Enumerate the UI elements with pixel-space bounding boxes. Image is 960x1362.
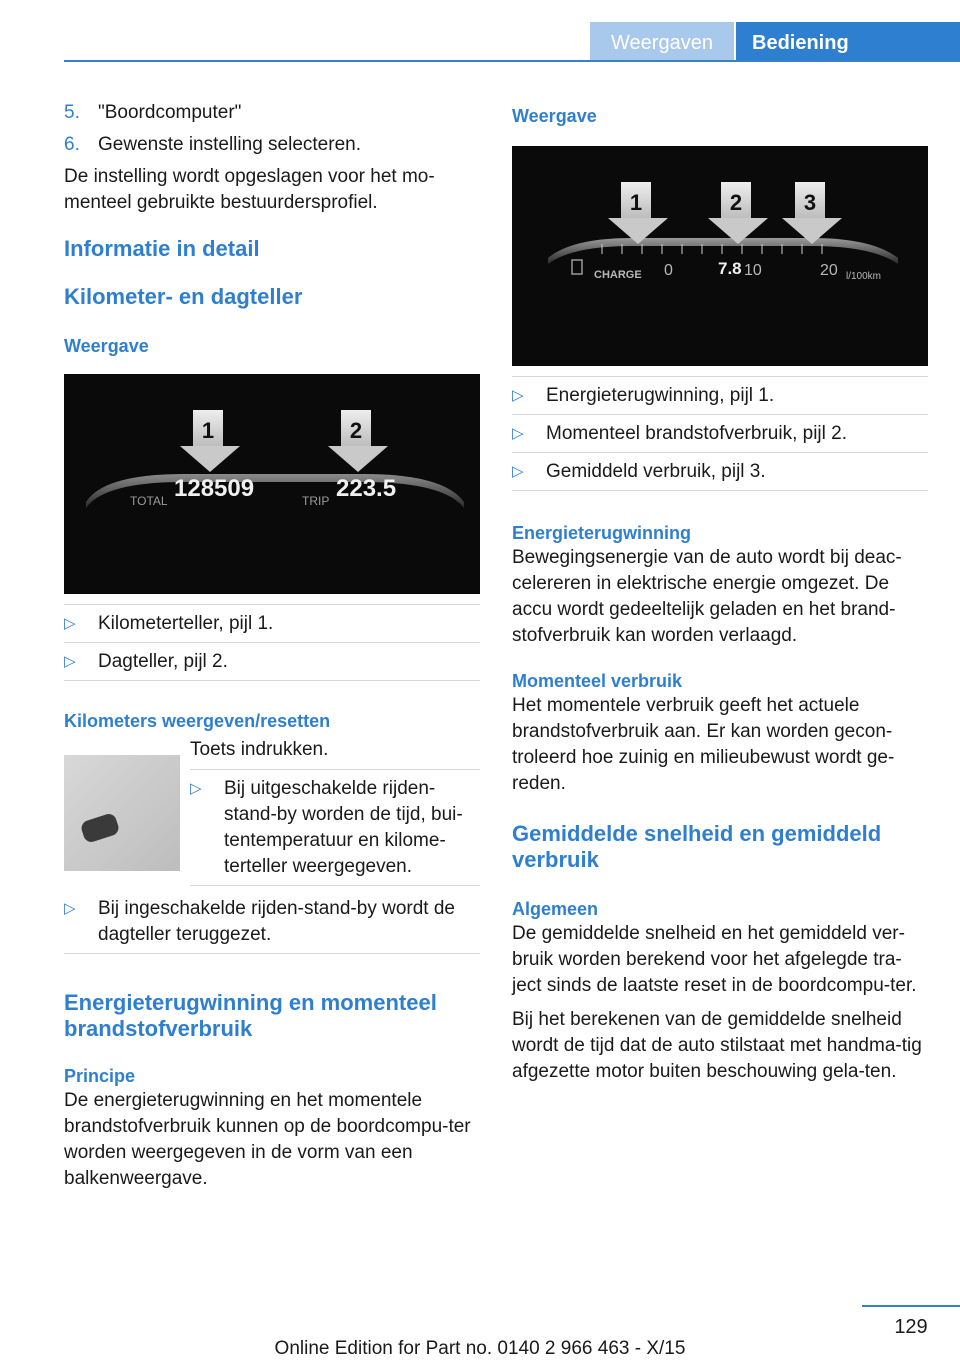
current-value: 7.8 (718, 259, 742, 278)
algemeen-text-1: De gemiddelde snelheid en het gemiddeld ver-bruik worden berekend voor het afgelegde tra-ject sinds de laatste reset in de boordcompu-ter. (512, 923, 917, 996)
unit-label: l/100km (846, 271, 882, 282)
triangle-bullet-icon: ▷ (512, 463, 524, 480)
average-title: Gemiddelde snelheid en gemiddeld verbruik (512, 821, 882, 872)
energie-text: Bewegingsenergie van de auto wordt bij deac-celereren in elektrische energie omgezet. De accu wordt gedeeltelijk geladen en het brand-stofverbruik kan worden verlaagd. (512, 547, 902, 646)
weergave-heading-right: Weergave (512, 106, 597, 126)
header-tab-weergaven[interactable]: Weergaven (590, 22, 734, 60)
principe-text: De energieterugwinning en het momentele brandstofverbruik kunnen op de boordcompu-ter worden weergegeven in de vorm van een balkenweergave. (64, 1090, 471, 1189)
arrow-1-label: 1 (629, 190, 643, 215)
header-tab-bediening[interactable]: Bediening (736, 22, 960, 60)
total-value: 128509 (174, 475, 255, 502)
principe-heading: Principe (64, 1066, 136, 1086)
step-text: Gewenste instelling selecteren. (98, 134, 361, 155)
section-title: Informatie in detail (64, 236, 260, 261)
arrow-3 (782, 182, 838, 244)
right-column (512, 100, 928, 1085)
energie-heading: Energieterugwinning (512, 523, 692, 543)
step-item (64, 100, 480, 126)
algemeen-heading: Algemeen (512, 899, 599, 919)
moment-text: Het momentele verbruik geeft het actuele brandstofverbruik aan. Er kan worden gecon-troleerd hoe zuinig en milieubewust wordt ge-reden. (512, 695, 895, 794)
footer-rule (862, 1305, 960, 1307)
page-number: 129 (894, 1316, 928, 1338)
list-item: ▷ Dagteller, pijl 2. (64, 643, 480, 681)
tick-10: 10 (744, 262, 762, 279)
triangle-bullet-icon: ▷ (64, 900, 76, 917)
step-number: 5. (64, 102, 80, 123)
arrow-1-label: 1 (201, 418, 215, 443)
km-sub-list (190, 769, 480, 886)
fuel-pump-icon (572, 260, 582, 274)
list-item: ▷ Energieterugwinning, pijl 1. (512, 376, 928, 415)
step-number: 6. (64, 134, 80, 155)
stalk-button (79, 812, 120, 844)
tick-0: 0 (664, 262, 673, 279)
arrow-2 (708, 182, 764, 244)
arrow-2 (328, 410, 384, 472)
odometer-bullet-list (64, 604, 480, 681)
arrow-1 (608, 182, 664, 244)
list-item: ▷ Momenteel brandstofverbruik, pijl 2. (512, 415, 928, 453)
step-text: "Boordcomputer" (98, 102, 242, 123)
triangle-bullet-icon: ▷ (512, 387, 524, 404)
arrow-3-label: 3 (803, 190, 817, 215)
km-reset-text (190, 737, 480, 886)
arrow-2-label: 2 (729, 190, 743, 215)
list-item: ▷ Bij ingeschakelde rijden-stand-by wordt de dagteller teruggezet. (64, 890, 480, 954)
press-instruction: Toets indrukken. (190, 739, 329, 760)
edition-footer: Online Edition for Part no. 0140 2 966 463 - X/15 (274, 1338, 686, 1359)
km-list (64, 890, 480, 954)
algemeen-text-2: Bij het berekenen van de gemiddelde snelheid wordt de tijd dat de auto stilstaat met handma-tig afgezette motor buiten beschouwing gela-ten. (512, 1009, 922, 1082)
trip-label: TRIP (302, 494, 330, 508)
stalk-button-image (64, 755, 180, 871)
header-rule (64, 60, 960, 62)
tick-20: 20 (820, 262, 838, 279)
triangle-bullet-icon: ▷ (64, 615, 76, 632)
km-reset-block (64, 737, 480, 886)
arrow-2-label: 2 (349, 418, 363, 443)
triangle-bullet-icon: ▷ (64, 653, 76, 670)
km-reset-heading: Kilometers weergeven/resetten (64, 711, 331, 731)
moment-heading: Momenteel verbruik (512, 671, 683, 691)
page-header (0, 0, 960, 62)
arrow-1 (180, 410, 236, 472)
step-item (64, 132, 480, 158)
list-item: ▷ Kilometerteller, pijl 1. (64, 604, 480, 643)
consumption-display-image (512, 146, 928, 366)
left-column (64, 100, 480, 1192)
list-item: ▷ Gemiddeld verbruik, pijl 3. (512, 453, 928, 491)
trip-value: 223.5 (336, 475, 397, 502)
list-item: ▷ Bij uitgeschakelde rijden-stand-by worden de tijd, bui-tentemperatuur en kilome-terteller weergegeven. (190, 769, 480, 886)
triangle-bullet-icon: ▷ (190, 780, 202, 797)
subsection-title: Kilometer- en dagteller (64, 284, 303, 309)
consumption-bullet-list (512, 376, 928, 491)
triangle-bullet-icon: ▷ (512, 425, 524, 442)
total-label: TOTAL (130, 494, 168, 508)
energy-title: Energieterugwinning en momenteel brandstofverbruik (64, 990, 437, 1041)
odometer-display-image (64, 374, 480, 594)
weergave-heading: Weergave (64, 336, 149, 356)
odometer-display-svg (64, 374, 480, 594)
charge-label: CHARGE (594, 269, 642, 281)
intro-paragraph: De instelling wordt opgeslagen voor het mo-menteel gebruikte bestuurdersprofiel. (64, 166, 435, 213)
